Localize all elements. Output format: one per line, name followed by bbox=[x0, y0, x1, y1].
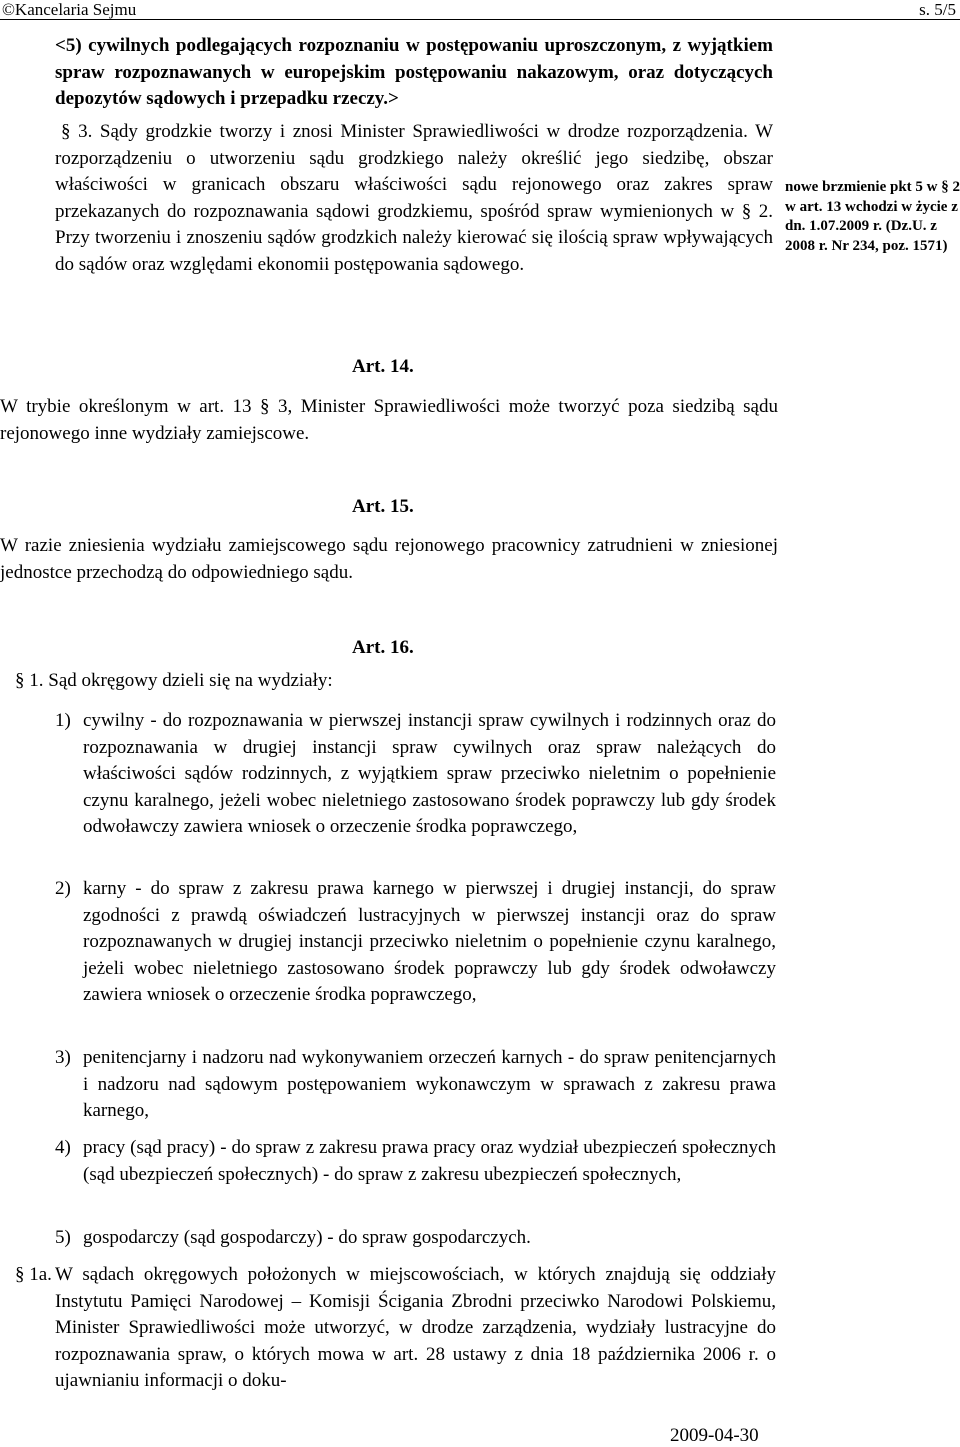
item-text: karny - do spraw z zakresu prawa karnego w pierwszej i drugiej instancji, do spraw zgodności z prawdą oświadczeń lustracyjnych w pierwszej instancji oraz do spraw rozpoznawanych w drugiej instancji przeciwko nieletnim o popełnienie czynu karalnego, jeżeli wobec nieletniego zastosowano środek poprawczy lub gdy środek odwoławczy zawiera wniosek o orzeczenie środka poprawczego, bbox=[83, 878, 776, 1005]
item-text: cywilny - do rozpoznawania w pierwszej instancji spraw cywilnych i rodzinnych oraz do rozpoznawania w drugiej instancji spraw cywilnych oraz spraw należących do właściwości sądów rodzinnych, z wyjątkiem spraw przeciwko nieletnim o popełnienie czynu karalnego, jeżeli wobec nieletniego zastosowano środek poprawczy lub gdy środek odwoławczy zawiera wniosek o orzeczenie środka poprawczego, bbox=[83, 710, 776, 837]
article-14-text: W trybie określonym w art. 13 § 3, Minister Sprawiedliwości może tworzyć poza siedzibą sądu rejonowego inne wydziały zamiejscowe. bbox=[0, 396, 778, 444]
article-15-text: W razie zniesienia wydziału zamiejscowego sądu rejonowego pracownicy zatrudnieni w zniesionej jednostce przechodzą do odpowiedniego sądu. bbox=[0, 535, 778, 583]
paragraph-text: Sąd okręgowy dzieli się na wydziały: bbox=[48, 670, 333, 691]
paragraph-number: 1a. bbox=[29, 1264, 52, 1285]
paragraph-text: W sądach okręgowych położonych w miejscowościach, w których znajdują się oddziały Instytutu Pamięci Narodowej – Komisji Ścigania Zbrodni przeciwko Narodowi Polskiemu, Minister Sprawiedliwości może utworzyć, w drodze zarządzenia, wydziały lustracyjne do rozpoznawania spraw, o których mowa w art. 28 ustawy z dnia 18 października 2006 r. o ujawnianiu informacji o doku- bbox=[55, 1264, 776, 1391]
article-16-paragraph-1 bbox=[0, 668, 778, 695]
header-rule bbox=[0, 19, 960, 20]
footer-date: 2009-04-30 bbox=[670, 1425, 759, 1446]
section-sign: § bbox=[15, 670, 25, 691]
section-sign: § bbox=[61, 121, 71, 142]
margin-note: nowe brzmienie pkt 5 w § 2 w art. 13 wchodzi w życie z dn. 1.07.2009 r. (Dz.U. z 2008 r. Nr 234, poz. 1571) bbox=[785, 179, 960, 254]
article-15-heading: Art. 15. bbox=[352, 496, 414, 517]
item-number: 3) bbox=[55, 1047, 71, 1068]
paragraph-number: 1. bbox=[29, 670, 44, 691]
page-number: s. 5/5 bbox=[919, 0, 956, 19]
item-text: gospodarczy (sąd gospodarczy) - do spraw gospodarczych. bbox=[83, 1227, 531, 1248]
paragraph-3 bbox=[55, 119, 773, 278]
article-16-heading: Art. 16. bbox=[352, 637, 414, 658]
amended-point-5: <5) cywilnych podlegających rozpoznaniu w postępowaniu uproszczonym, z wyjątkiem spraw rozpoznawanych w europejskim postępowaniu nakazowym, oraz dotyczących depozytów sądowych i przepadku rzeczy.> bbox=[55, 35, 773, 109]
copyright-label: ©Kancelaria Sejmu bbox=[2, 0, 137, 19]
item-number: 1) bbox=[55, 710, 71, 731]
article-14-heading: Art. 14. bbox=[352, 356, 414, 377]
item-number: 5) bbox=[55, 1227, 71, 1248]
paragraph-text: Sądy grodzkie tworzy i znosi Minister Sprawiedliwości w drodze rozporządzenia. W rozporządzeniu o utworzeniu sądu grodzkiego należy określić jego siedzibę, obszar właściwości w granicach obszaru właściwości sądu rejonowego oraz zakres spraw przekazanych do rozpoznawania sądowi grodzkiemu, spośród spraw wymienionych w § 2. Przy tworzeniu i znoszeniu sądów grodzkich należy kierować się ilością spraw wpływających do sądów oraz względami ekonomii postępowania sądowego. bbox=[55, 121, 774, 275]
item-number: 2) bbox=[55, 878, 71, 899]
item-text: pracy (sąd pracy) - do spraw z zakresu prawa pracy oraz wydział ubezpieczeń społecznych (sąd ubezpieczeń społecznych) - do spraw z zakresu ubezpieczeń społecznych, bbox=[83, 1137, 776, 1185]
item-text: penitencjarny i nadzoru nad wykonywaniem orzeczeń karnych - do spraw penitencjarnych i nadzoru nad sądowym postępowaniem wykonawczym w sprawach z zakresu prawa karnego, bbox=[83, 1047, 776, 1121]
item-number: 4) bbox=[55, 1137, 71, 1158]
section-sign: § bbox=[15, 1264, 25, 1285]
paragraph-number: 3. bbox=[78, 121, 93, 142]
